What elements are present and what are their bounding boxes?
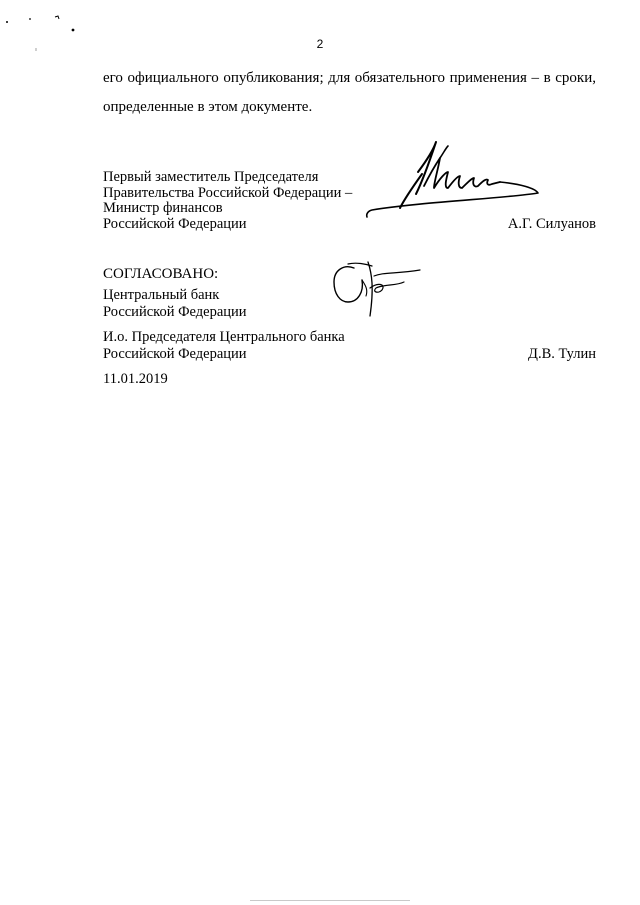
approval-date: 11.01.2019 bbox=[103, 371, 168, 387]
page-number: 2 bbox=[316, 37, 324, 51]
scan-edge-line bbox=[250, 900, 410, 901]
signatory-1-position bbox=[103, 170, 352, 232]
body-paragraph bbox=[103, 64, 596, 122]
scan-artifact-marks bbox=[0, 0, 120, 60]
approval-organization-line: Центральный банк bbox=[103, 287, 220, 303]
approval-position-line: И.о. Председателя Центрального банка bbox=[103, 329, 345, 345]
signatory-1-position-line: Первый заместитель Председателя bbox=[103, 169, 319, 185]
approval-title: СОГЛАСОВАНО: bbox=[103, 266, 219, 282]
approval-organization-line: Российской Федерации bbox=[103, 304, 247, 320]
signatory-1-position-line: Министр финансов bbox=[103, 200, 223, 216]
signatory-1-position-line: Российской Федерации bbox=[103, 215, 247, 232]
approval-organization bbox=[103, 287, 247, 321]
handwritten-signature-2 bbox=[326, 258, 426, 320]
approval-position bbox=[103, 329, 345, 363]
approval-signatory-name: Д.В. Тулин bbox=[528, 346, 596, 362]
signatory-1-position-line: Правительства Российской Федерации – bbox=[103, 184, 353, 201]
body-line-2: определенные в этом документе. bbox=[103, 99, 313, 115]
signatory-1-name: А.Г. Силуанов bbox=[507, 216, 596, 232]
handwritten-signature-1 bbox=[360, 138, 550, 228]
approval-position-line: Российской Федерации bbox=[103, 346, 247, 362]
body-line-1: его официального опубликования; для обязательного применения – в сроки, bbox=[103, 70, 596, 86]
